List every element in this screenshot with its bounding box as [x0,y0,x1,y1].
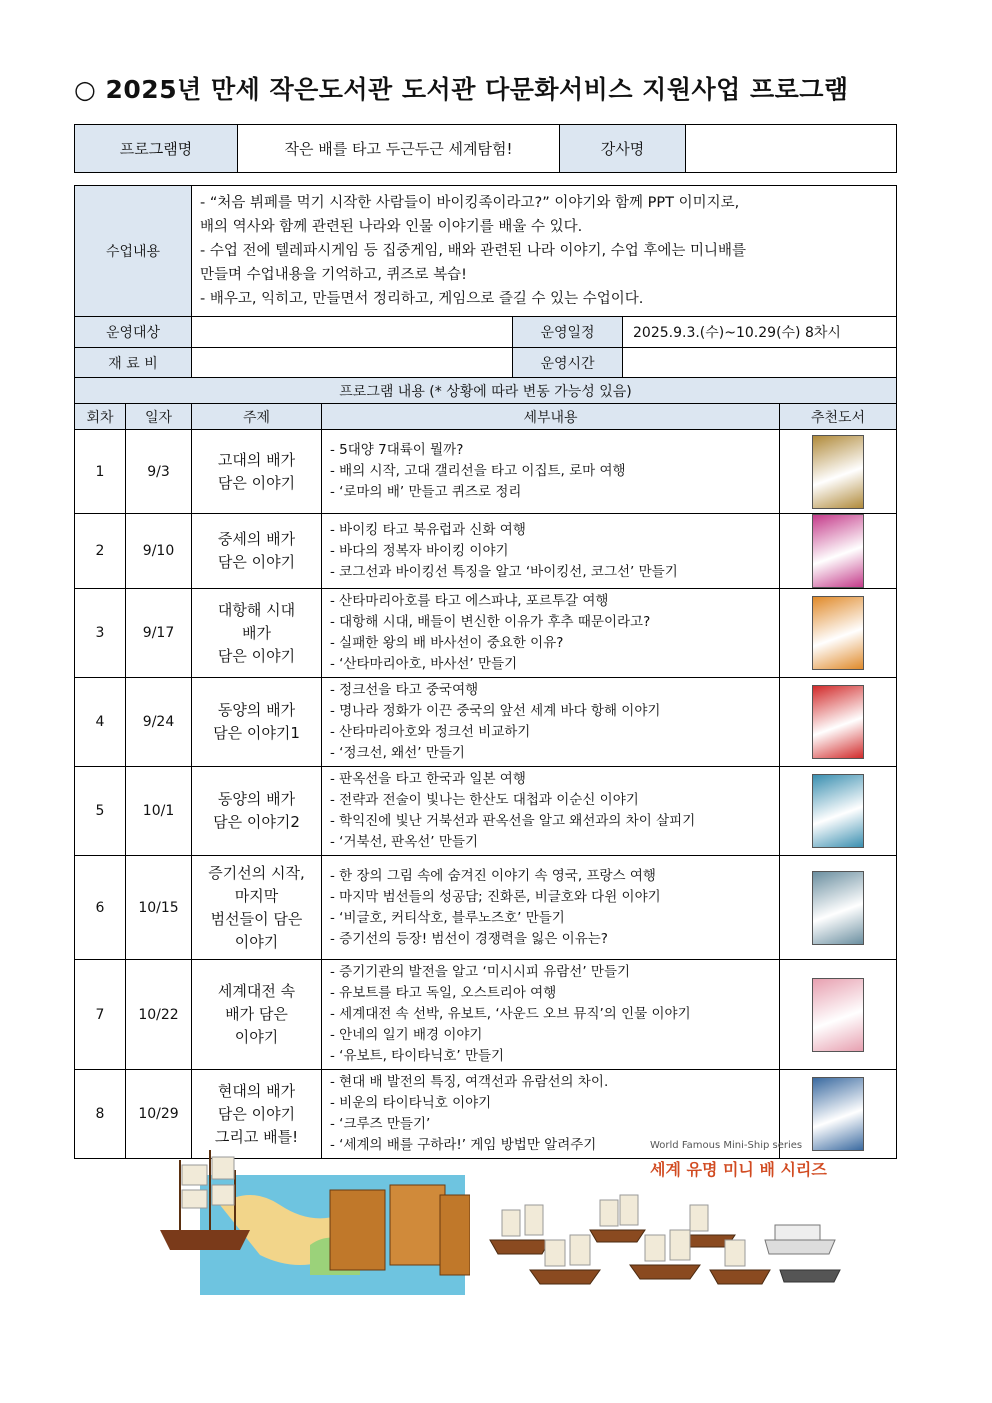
session-topic [192,678,322,767]
schedule-value: 2025.9.3.(수)~10.29(수) 8차시 [623,317,897,348]
session-number: 7 [75,960,126,1070]
session-details [322,678,780,767]
instructor-value [686,125,897,173]
book-cover-image [812,978,864,1052]
topic-line: 동양의 배가 [217,701,296,719]
content-label: 수업내용 [75,186,192,317]
detail-line: - ‘크루즈 만들기’ [330,1116,431,1132]
detail-line: - 마지막 범선들의 성공담; 진화론, 비글호와 다윈 이야기 [330,888,661,905]
recommended-book [780,856,897,960]
session-date: 10/15 [126,856,192,960]
topic-line: 마지막 [234,886,279,905]
detail-line: - ‘산타마리아호, 바사선’ 만들기 [330,656,518,672]
book-cover-image [812,435,864,509]
mini-ships-image [480,1170,850,1300]
content-text [192,186,897,317]
book-cover-image [812,871,864,945]
book-cover-image [812,596,864,670]
session-details [322,767,780,856]
session-topic [192,430,322,514]
topic-line: 고대의 배가 [217,450,296,469]
detail-line: - 한 장의 그림 속에 숨겨진 이야기 속 영국, 프랑스 여행 [330,867,656,884]
topic-line: 현대의 배가 [217,1081,296,1100]
session-date: 9/17 [126,589,192,678]
session-row [75,514,897,589]
topic-line: 그리고 배틀! [214,1127,299,1146]
instructor-label: 강사명 [560,125,686,173]
session-number: 2 [75,514,126,589]
session-row [75,767,897,856]
detail-line: - 비운의 타이타닉호 이야기 [330,1095,492,1111]
topic-line: 증기선의 시작, [208,863,305,882]
schedule-label: 운영일정 [513,317,623,348]
program-detail-table [74,185,897,1159]
page-title: ○ 2025년 만세 작은도서관 도서관 다문화서비스 지원사업 프로그램 [74,75,849,104]
content-line: 배의 역사와 함께 관련된 나라와 인물 이야기를 배울 수 있다. [200,219,583,235]
session-details [322,514,780,589]
content-line: - 수업 전에 텔레파시게임 등 집중게임, 배와 관련된 나라 이야기, 수업 후에는 미니배를 [200,243,747,259]
book-cover-image [812,774,864,848]
session-topic [192,960,322,1070]
detail-line: - 전략과 전술이 빛나는 한산도 대첩과 이순신 이야기 [330,792,639,808]
content-line: 만들며 수업내용을 기억하고, 퀴즈로 복습! [200,267,467,283]
col-date: 일자 [126,404,192,430]
program-name: 작은 배를 타고 두근두근 세계탐험! [238,125,560,173]
recommended-book [780,430,897,514]
detail-line: - 현대 배 발전의 특징, 여객선과 유람선의 차이. [330,1074,609,1090]
topic-line: 배가 [242,623,271,642]
session-number: 8 [75,1070,126,1159]
session-details [322,430,780,514]
session-topic [192,767,322,856]
session-number: 6 [75,856,126,960]
session-date: 9/24 [126,678,192,767]
session-row [75,960,897,1070]
session-row [75,430,897,514]
detail-line: - ‘유보트, 타이타닉호’ 만들기 [330,1048,505,1064]
recommended-book [780,678,897,767]
session-number: 5 [75,767,126,856]
detail-line: - 안네의 일기 배경 이야기 [330,1027,483,1043]
detail-line: - ‘정크선, 왜선’ 만들기 [330,745,465,761]
recommended-book [780,589,897,678]
topic-line: 담은 이야기2 [213,813,300,831]
topic-line: 담은 이야기 [217,473,296,492]
time-label: 운영시간 [513,348,623,378]
detail-line: - 학익진에 빛난 거북선과 판옥선을 알고 왜선과의 차이 살피기 [330,813,696,829]
recommended-book [780,514,897,589]
col-topic: 주제 [192,404,322,430]
content-line: - 배우고, 익히고, 만들면서 정리하고, 게임으로 즐길 수 있는 수업이다. [200,291,644,307]
col-session: 회차 [75,404,126,430]
session-details [322,960,780,1070]
session-topic [192,514,322,589]
material-value [192,348,513,378]
session-row [75,856,897,960]
detail-line: - 정크선을 타고 중국여행 [330,682,479,698]
session-details [322,589,780,678]
program-header-table [74,124,897,173]
topic-line: 대항해 시대 [217,600,296,619]
gallery [140,1135,840,1305]
detail-line: - 코그선과 바이킹선 특징을 알고 ‘바이킹선, 코그선’ 만들기 [330,563,678,580]
session-date: 10/29 [126,1070,192,1159]
topic-line: 중세의 배가 [217,530,296,548]
detail-line: - 실패한 왕의 배 바사선이 중요한 이유? [330,635,564,651]
session-details [322,856,780,960]
session-number: 3 [75,589,126,678]
session-row [75,589,897,678]
session-date: 10/1 [126,767,192,856]
col-details: 세부내용 [322,404,780,430]
detail-line: - 증기기관의 발전을 알고 ‘미시시피 유람선’ 만들기 [330,964,631,980]
content-line: - “처음 뷔페를 먹기 시작한 사람들이 바이킹족이라고?” 이야기와 함께 PPT 이미지로, [200,195,740,211]
detail-line: - 명나라 정화가 이끈 중국의 앞선 세계 바다 항해 이야기 [330,703,661,719]
detail-line: - 배의 시작, 고대 갤리선을 타고 이집트, 로마 여행 [330,463,626,479]
recommended-book [780,960,897,1070]
col-book: 추천도서 [780,404,897,430]
detail-line: - 산타마리아호와 정크선 비교하기 [330,724,531,740]
topic-line: 이야기 [234,932,279,951]
topic-line: 세계대전 속 [217,982,296,1000]
session-number: 1 [75,430,126,514]
session-date: 9/10 [126,514,192,589]
program-name-label: 프로그램명 [75,125,238,173]
target-label: 운영대상 [75,317,192,348]
detail-line: - ‘세계의 배를 구하라!’ 게임 방법만 알려주기 [330,1137,597,1153]
detail-line: - 산타마리아호를 타고 에스파냐, 포르투갈 여행 [330,593,609,609]
session-topic [192,856,322,960]
detail-line: - ‘로마의 배’ 만들고 퀴즈로 정리 [330,484,522,500]
material-label: 재 료 비 [75,348,192,378]
session-topic [192,589,322,678]
detail-line: - 판옥선을 타고 한국과 일본 여행 [330,771,526,787]
topic-line: 배가 담은 [225,1005,288,1023]
session-row [75,678,897,767]
topic-line: 동양의 배가 [217,790,296,808]
detail-line: - 유보트를 타고 독일, 오스트리아 여행 [330,985,557,1001]
target-value [192,317,513,348]
topic-line: 담은 이야기 [217,1104,296,1123]
time-value [623,348,897,378]
topic-line: 담은 이야기 [217,553,296,571]
detail-line: - ‘거북선, 판옥선’ 만들기 [330,834,479,850]
detail-line: - 증기선의 등장! 범선이 경쟁력을 잃은 이유는? [330,930,608,947]
detail-line: - ‘비글호, 커티삭호, 블루노즈호’ 만들기 [330,909,565,926]
book-cover-image [812,685,864,759]
series-title: 세계 유명 미니 배 시리즈 [650,1160,827,1179]
series-subtitle: World Famous Mini-Ship series [650,1140,803,1151]
session-date: 9/3 [126,430,192,514]
session-number: 4 [75,678,126,767]
program-content-header: 프로그램 내용 (* 상황에 따라 변동 가능성 있음) [75,378,897,404]
detail-line: - 바다의 정복자 바이킹 이야기 [330,542,509,559]
detail-line: - 바이킹 타고 북유럽과 신화 여행 [330,521,526,538]
topic-line: 범선들이 담은 [210,909,303,928]
topic-line: 담은 이야기 [217,646,296,665]
detail-line: - 5대양 7대륙이 뭘까? [330,442,464,458]
detail-line: - 대항해 시대, 배들이 변신한 이유가 후추 때문이라고? [330,614,651,630]
recommended-book [780,767,897,856]
game-board-image [140,1135,470,1300]
topic-line: 이야기 [234,1028,279,1046]
topic-line: 담은 이야기1 [213,724,300,742]
detail-line: - 세계대전 속 선박, 유보트, ‘사운드 오브 뮤직’의 인물 이야기 [330,1006,691,1022]
book-cover-image [812,514,864,588]
session-date: 10/22 [126,960,192,1070]
